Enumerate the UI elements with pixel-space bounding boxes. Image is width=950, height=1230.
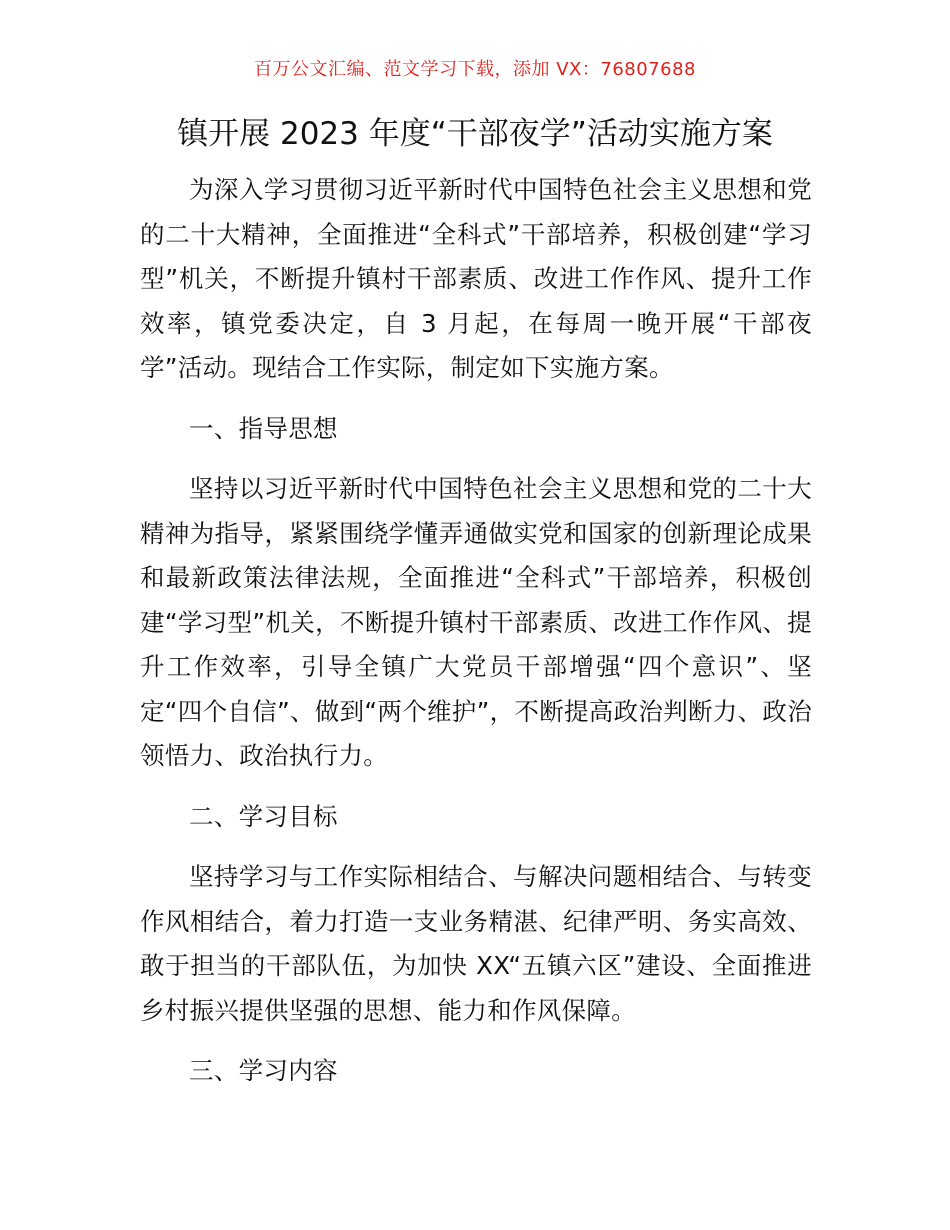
document-title: 镇开展 2023 年度“干部夜学”活动实施方案 bbox=[177, 116, 773, 152]
section-heading-guiding-ideology: 一、指导思想 bbox=[189, 413, 338, 443]
section-heading-learning-goals: 二、学习目标 bbox=[189, 801, 338, 831]
document-body bbox=[140, 168, 812, 1094]
section-heading-learning-content: 三、学习内容 bbox=[189, 1056, 338, 1085]
intro-paragraph: 为深入学习贯彻习近平新时代中国特色社会主义思想和党的二十大精神，全面推进“全科式”干部培养，积极创建“学习型”机关，不断提升镇村干部素质、改进工作作风、提升工作效率，镇党委决定，自 3 月起，在每周一晚开展“干部夜学”活动。现结合工作实际，制定如下实施方案。 bbox=[140, 175, 812, 382]
section-body-learning-goals: 坚持学习与工作实际相结合、与解决问题相结合、与转变作风相结合，着力打造一支业务精湛、纪律严明、务实高效、敢于担当的干部队伍，为加快 XX“五镇六区”建设、全面推进乡村振兴提供坚强的思想、能力和作风保障。 bbox=[140, 862, 812, 1025]
section-body-guiding-ideology: 坚持以习近平新时代中国特色社会主义思想和党的二十大精神为指导，紧紧围绕学懂弄通做实党和国家的创新理论成果和最新政策法律法规，全面推进“全科式”干部培养，积极创建“学习型”机关，不断提升镇村干部素质、改进工作作风、提升工作效率，引导全镇广大党员干部增强“四个意识”、坚定“四个自信”、做到“两个维护”，不断提高政治判断力、政治领悟力、政治执行力。 bbox=[140, 474, 812, 770]
header-banner: 百万公文汇编、范文学习下载，添加 VX：76807688 bbox=[254, 59, 696, 80]
